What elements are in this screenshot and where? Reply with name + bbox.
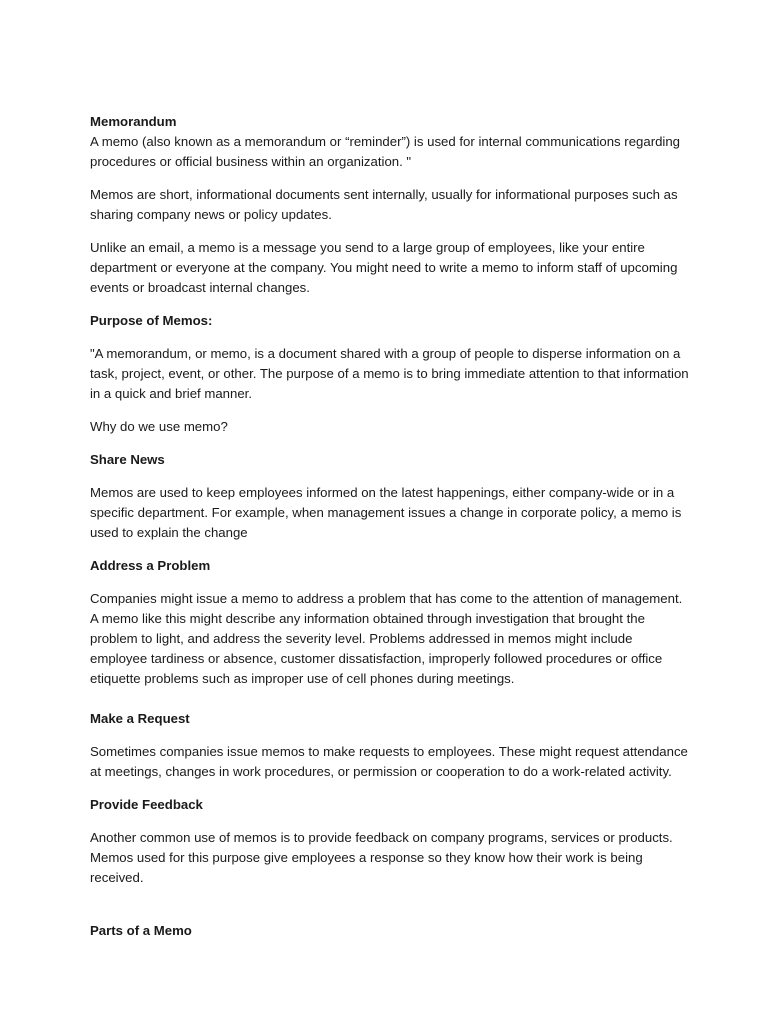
make-request-heading: Make a Request bbox=[90, 711, 190, 726]
why-question: Why do we use memo? bbox=[90, 419, 228, 434]
document-title: Memorandum bbox=[90, 114, 177, 129]
provide-feedback-paragraph: Another common use of memos is to provide feedback on company programs, services or products. Memos used for this purpose give employees a response so they know how their work is being received. bbox=[90, 830, 673, 885]
make-request-paragraph: Sometimes companies issue memos to make requests to employees. These might request attendance at meetings, changes in work procedures, or permission or cooperation to do a work-related activity. bbox=[90, 744, 688, 779]
share-news-heading: Share News bbox=[90, 452, 165, 467]
provide-feedback-heading: Provide Feedback bbox=[90, 797, 203, 812]
purpose-heading: Purpose of Memos: bbox=[90, 313, 213, 328]
parts-of-memo-heading: Parts of a Memo bbox=[90, 923, 192, 938]
share-news-paragraph: Memos are used to keep employees informed on the latest happenings, either company-wide or in a specific department. For example, when management issues a change in corporate policy, a memo is used to explain the change bbox=[90, 485, 682, 540]
email-comparison-paragraph: Unlike an email, a memo is a message you send to a large group of employees, like your entire department or everyone at the company. You might need to write a memo to inform staff of upcoming events or broadcast internal changes. bbox=[90, 240, 678, 295]
address-problem-paragraph: Companies might issue a memo to address a problem that has come to the attention of management. A memo like this might describe any information obtained through investigation that brought the problem to light, and address the severity level. Problems addressed in memos might include employee tardiness or absence, customer dissatisfaction, improperly followed procedures or office etiquette problems such as improper use of cell phones during meetings. bbox=[90, 591, 683, 686]
memo-description-paragraph: Memos are short, informational documents sent internally, usually for informational purposes such as sharing company news or policy updates. bbox=[90, 187, 678, 222]
purpose-paragraph: "A memorandum, or memo, is a document shared with a group of people to disperse information on a task, project, event, or other. The purpose of a memo is to bring immediate attention to that information in a quick and brief manner. bbox=[90, 346, 689, 401]
document-page bbox=[90, 112, 690, 941]
address-problem-heading: Address a Problem bbox=[90, 558, 211, 573]
intro-paragraph: A memo (also known as a memorandum or “reminder”) is used for internal communications regarding procedures or official business within an organization. " bbox=[90, 134, 681, 169]
